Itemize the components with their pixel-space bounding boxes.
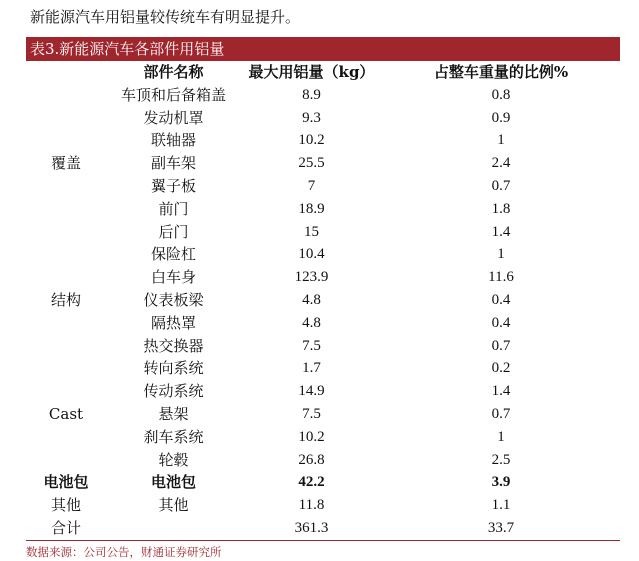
ratio-cell: 1 (497, 428, 505, 445)
category-cell: 结构 (50, 290, 81, 309)
part-cell: 后门 (158, 222, 189, 241)
table-row (26, 403, 620, 426)
table-row (26, 357, 620, 380)
part-cell (106, 517, 241, 540)
max-al-cell: 8.9 (302, 86, 321, 103)
ratio-cell: 2.5 (491, 451, 511, 468)
aluminum-usage-table (26, 61, 620, 541)
part-cell: 隔热罩 (150, 313, 196, 332)
ratio-cell: 0.2 (491, 360, 511, 377)
part-cell: 副车架 (150, 154, 196, 173)
max-al-cell: 9.3 (302, 109, 321, 126)
part-cell: 传动系统 (143, 382, 204, 401)
max-al-cell: 42.2 (298, 474, 325, 491)
part-cell: 悬架 (158, 404, 189, 423)
part-cell: 发动机罩 (143, 108, 204, 127)
max-al-cell: 15 (304, 223, 319, 240)
part-cell: 车顶和后备箱盖 (120, 85, 226, 104)
table-row (26, 449, 620, 472)
table-row (26, 289, 620, 312)
max-al-cell: 7.5 (302, 337, 321, 354)
header-part: 部件名称 (143, 63, 204, 81)
ratio-cell: 1.8 (491, 200, 511, 217)
part-cell: 轮毂 (158, 450, 189, 469)
part-cell: 翼子板 (150, 176, 196, 195)
table-header-row (26, 61, 620, 84)
max-al-cell: 361.3 (241, 517, 382, 540)
max-al-cell: 11.8 (298, 497, 325, 514)
category-cell: 电池包 (43, 473, 89, 492)
ratio-cell: 33.7 (382, 517, 620, 540)
ratio-cell: 1 (497, 246, 505, 263)
table-row (26, 198, 620, 221)
max-al-cell: 4.8 (302, 314, 321, 331)
table-row (26, 380, 620, 403)
table-row (26, 335, 620, 358)
ratio-cell: 1 (497, 132, 505, 149)
max-al-cell: 14.9 (298, 383, 325, 400)
ratio-cell: 0.4 (491, 314, 511, 331)
max-al-cell: 18.9 (298, 200, 325, 217)
part-cell: 刹车系统 (143, 427, 204, 446)
part-cell: 电池包 (150, 473, 196, 492)
ratio-cell: 0.7 (491, 337, 511, 354)
ratio-cell: 1.4 (491, 223, 511, 240)
table-row-battery (26, 471, 620, 494)
max-al-cell: 7 (307, 177, 316, 194)
table-row (26, 426, 620, 449)
ratio-cell: 0.7 (491, 405, 511, 422)
max-al-cell: 25.5 (298, 155, 325, 172)
table-body (26, 84, 620, 540)
ratio-cell: 0.8 (491, 86, 511, 103)
part-cell: 仪表板梁 (143, 290, 204, 309)
header-category (26, 61, 106, 84)
table-row-total (26, 517, 620, 540)
part-cell: 联轴器 (150, 131, 196, 150)
category-cell: Cast (48, 404, 84, 423)
ratio-cell: 1.1 (491, 497, 511, 514)
table-row (26, 152, 620, 175)
max-al-cell: 10.2 (298, 428, 325, 445)
table-row (26, 221, 620, 244)
ratio-cell: 1.4 (491, 383, 511, 400)
part-cell: 热交换器 (143, 336, 204, 355)
max-al-cell: 123.9 (294, 269, 329, 286)
part-cell: 其他 (158, 496, 189, 515)
max-al-cell: 10.2 (298, 132, 325, 149)
table-row-other (26, 494, 620, 517)
part-cell: 白车身 (150, 268, 196, 287)
max-al-cell: 10.4 (298, 246, 325, 263)
ratio-cell: 0.4 (491, 291, 511, 308)
category-cell: 合计 (26, 517, 106, 540)
category-cell: 覆盖 (50, 154, 81, 173)
table-row (26, 129, 620, 152)
intro-text: 新能源汽车用铝量较传统车有明显提升。 (30, 8, 301, 26)
part-cell: 转向系统 (143, 359, 204, 378)
table-row (26, 312, 620, 335)
table-row (26, 243, 620, 266)
ratio-cell: 2.4 (491, 155, 511, 172)
table-row (26, 84, 620, 107)
table-row (26, 266, 620, 289)
table-row (26, 107, 620, 130)
table-row (26, 175, 620, 198)
ratio-cell: 0.7 (491, 177, 511, 194)
source-note: 数据来源：公司公告，财通证券研究所 (26, 545, 222, 559)
max-al-cell: 7.5 (302, 405, 321, 422)
ratio-cell: 11.6 (488, 269, 514, 286)
max-al-cell: 26.8 (298, 451, 325, 468)
ratio-cell: 3.9 (491, 474, 511, 491)
header-ratio: 占整车重量的比例% (433, 63, 569, 81)
category-cell: 其他 (50, 496, 81, 515)
header-max-al: 最大用铝量（kg） (248, 63, 375, 81)
max-al-cell: 4.8 (302, 291, 321, 308)
table-title: 表3.新能源汽车各部件用铝量 (26, 37, 620, 61)
part-cell: 前门 (158, 199, 189, 218)
ratio-cell: 0.9 (491, 109, 511, 126)
max-al-cell: 1.7 (302, 360, 321, 377)
part-cell: 保险杠 (150, 245, 196, 264)
